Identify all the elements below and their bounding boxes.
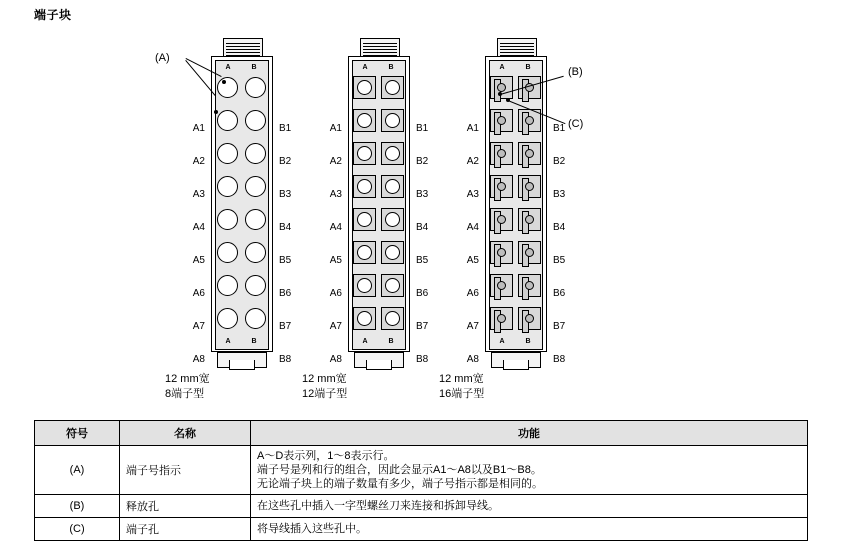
row-label-a8: A8	[329, 354, 342, 365]
hole-icon	[245, 275, 266, 296]
terminal-hole-b6[interactable]	[515, 239, 543, 267]
terminal-hole-a3[interactable]	[350, 140, 378, 168]
terminal-pad	[490, 241, 513, 264]
row-name-c: 端子孔	[120, 518, 251, 541]
terminal-pad	[353, 109, 376, 132]
terminal-pad	[353, 307, 376, 330]
terminal-row	[348, 171, 410, 203]
hole-icon	[525, 248, 534, 257]
terminal-pad	[490, 142, 513, 165]
terminal-pad	[490, 76, 513, 99]
row-label-a3: A3	[466, 189, 479, 200]
row-name-b: 释放孔	[120, 495, 251, 518]
terminal-hole-b3[interactable]	[241, 140, 269, 168]
hole-icon	[245, 143, 266, 164]
terminal-pad	[490, 274, 513, 297]
row-function-c	[251, 518, 808, 541]
terminal-row	[348, 237, 410, 269]
hole-icon	[385, 80, 400, 95]
terminal-row	[485, 303, 547, 335]
terminal-row	[348, 204, 410, 236]
row-label-b2: B2	[553, 156, 566, 167]
terminal-hole-b1[interactable]	[378, 74, 406, 102]
hole-icon	[385, 311, 400, 326]
terminal-pad	[518, 241, 541, 264]
terminal-block-body-12	[348, 38, 412, 368]
terminal-pad	[490, 109, 513, 132]
function-line: A～D表示列，1～8表示行。	[257, 450, 395, 462]
row-name-a: 端子号指示	[120, 446, 251, 495]
terminal-pad	[490, 208, 513, 231]
table-row	[35, 495, 808, 518]
terminal-row	[348, 303, 410, 335]
hole-icon	[217, 275, 238, 296]
terminal-row	[211, 270, 273, 302]
hole-icon	[497, 116, 506, 125]
column-header-b-8: B	[251, 64, 257, 71]
terminal-hole-b2[interactable]	[241, 107, 269, 135]
terminal-hole-a2[interactable]	[350, 107, 378, 135]
terminal-hole-a1[interactable]	[350, 74, 378, 102]
terminal-hole-b4[interactable]	[241, 173, 269, 201]
hole-icon	[525, 149, 534, 158]
row-label-b8: B8	[416, 354, 429, 365]
row-label-b7: B7	[553, 321, 566, 332]
terminal-hole-a5[interactable]	[350, 206, 378, 234]
row-label-a2: A2	[192, 156, 205, 167]
terminal-row	[348, 105, 410, 137]
terminal-hole-b4[interactable]	[378, 173, 406, 201]
row-label-a1: A1	[329, 123, 342, 134]
row-label-b4: B4	[416, 222, 429, 233]
hole-icon	[245, 308, 266, 329]
caption-type-8: 8端子型	[165, 388, 205, 400]
terminal-pad	[353, 241, 376, 264]
terminal-block-figure	[0, 24, 842, 404]
caption-type-16: 16端子型	[439, 388, 485, 400]
block-top-ribs-8	[226, 41, 260, 57]
row-label-a4: A4	[466, 222, 479, 233]
terminal-pad	[353, 274, 376, 297]
row-label-b6: B6	[279, 288, 292, 299]
terminal-hole-b5[interactable]	[378, 206, 406, 234]
terminal-row	[485, 72, 547, 104]
column-footer-b-16: B	[525, 338, 531, 345]
row-label-b1: B1	[416, 123, 429, 134]
row-label-b6: B6	[553, 288, 566, 299]
callout-label-c: (C)	[568, 118, 584, 130]
hole-icon	[245, 110, 266, 131]
hole-icon	[217, 242, 238, 263]
terminal-pad	[518, 208, 541, 231]
hole-icon	[357, 278, 372, 293]
terminal-row	[211, 204, 273, 236]
terminal-hole-a1[interactable]	[487, 74, 515, 102]
row-label-a5: A5	[192, 255, 205, 266]
row-label-b3: B3	[553, 189, 566, 200]
hole-icon	[357, 179, 372, 194]
row-symbol-c: (C)	[35, 518, 120, 541]
row-label-a7: A7	[329, 321, 342, 332]
hole-icon	[357, 245, 372, 260]
column-header-a-12: A	[362, 64, 368, 71]
row-label-a5: A5	[329, 255, 342, 266]
terminal-rows-8	[211, 72, 273, 342]
row-label-b1: B1	[553, 123, 566, 134]
terminal-row	[211, 237, 273, 269]
hole-icon	[357, 113, 372, 128]
terminal-pad	[518, 142, 541, 165]
hole-icon	[357, 146, 372, 161]
row-function-b	[251, 495, 808, 518]
row-label-b4: B4	[553, 222, 566, 233]
terminal-row	[485, 105, 547, 137]
terminal-hole-a6[interactable]	[213, 239, 241, 267]
block-top-ribs-16	[500, 41, 534, 57]
hole-icon	[497, 248, 506, 257]
terminal-row	[211, 105, 273, 137]
page-title: 端子块	[34, 8, 72, 22]
function-line: 端子号是列和行的组合，因此会显示A1～A8以及B1～B8。	[257, 464, 542, 476]
caption-width-8: 12 mm宽	[165, 373, 210, 385]
row-label-a5: A5	[466, 255, 479, 266]
callout-anchor-a-1	[222, 80, 226, 84]
terminal-hole-b2[interactable]	[515, 107, 543, 135]
row-label-a3: A3	[329, 189, 342, 200]
terminal-row	[485, 270, 547, 302]
hole-icon	[525, 314, 534, 323]
terminal-hole-b2[interactable]	[378, 107, 406, 135]
block-top-ribs-12	[363, 41, 397, 57]
column-footer-a-8: A	[225, 338, 231, 345]
table-row	[35, 518, 808, 541]
row-label-b6: B6	[416, 288, 429, 299]
terminal-pad	[490, 307, 513, 330]
terminal-pad	[381, 175, 404, 198]
hole-icon	[385, 146, 400, 161]
hole-icon	[217, 209, 238, 230]
row-label-a2: A2	[329, 156, 342, 167]
terminal-hole-b7[interactable]	[241, 272, 269, 300]
terminal-hole-b7[interactable]	[515, 272, 543, 300]
terminal-rows-12	[348, 72, 410, 342]
terminal-row	[348, 72, 410, 104]
hole-icon	[497, 149, 506, 158]
row-function-a	[251, 446, 808, 495]
hole-icon	[357, 80, 372, 95]
terminal-hole-a5[interactable]	[213, 206, 241, 234]
terminal-row	[348, 270, 410, 302]
hole-icon	[385, 212, 400, 227]
terminal-pad	[518, 307, 541, 330]
terminal-hole-a3[interactable]	[213, 140, 241, 168]
terminal-hole-b6[interactable]	[378, 239, 406, 267]
row-label-b7: B7	[279, 321, 292, 332]
row-label-a2: A2	[466, 156, 479, 167]
terminal-row	[485, 138, 547, 170]
row-label-b8: B8	[553, 354, 566, 365]
terminal-hole-a3[interactable]	[487, 140, 515, 168]
terminal-pad	[381, 307, 404, 330]
row-label-a7: A7	[466, 321, 479, 332]
hole-icon	[385, 245, 400, 260]
terminal-pad	[353, 142, 376, 165]
hole-icon	[217, 308, 238, 329]
row-label-a1: A1	[466, 123, 479, 134]
row-label-a6: A6	[329, 288, 342, 299]
terminal-hole-b3[interactable]	[378, 140, 406, 168]
terminal-pad	[518, 274, 541, 297]
hole-icon	[357, 311, 372, 326]
hole-icon	[385, 179, 400, 194]
column-header-a-16: A	[499, 64, 505, 71]
hole-icon	[245, 77, 266, 98]
header-name: 名称	[120, 421, 251, 446]
terminal-hole-a1[interactable]	[213, 74, 241, 102]
terminal-pad	[381, 208, 404, 231]
terminal-row	[211, 171, 273, 203]
row-label-a3: A3	[192, 189, 205, 200]
caption-width-12: 12 mm宽	[302, 373, 347, 385]
hole-icon	[245, 242, 266, 263]
row-symbol-a: (A)	[35, 446, 120, 495]
column-header-b-12: B	[388, 64, 394, 71]
hole-icon	[217, 110, 238, 131]
terminal-hole-a6[interactable]	[487, 239, 515, 267]
terminal-pad	[353, 208, 376, 231]
terminal-hole-b1[interactable]	[241, 74, 269, 102]
row-label-a8: A8	[466, 354, 479, 365]
row-label-b5: B5	[553, 255, 566, 266]
terminal-row	[485, 204, 547, 236]
terminal-hole-a8[interactable]	[213, 305, 241, 333]
terminal-block-body-8	[211, 38, 275, 368]
terminal-pad	[381, 109, 404, 132]
row-label-a6: A6	[192, 288, 205, 299]
function-line: 在这些孔中插入一字型螺丝刀来连接和拆卸导线。	[257, 500, 499, 512]
hole-icon	[385, 278, 400, 293]
terminal-hole-a6[interactable]	[350, 239, 378, 267]
row-label-b3: B3	[279, 189, 292, 200]
hole-icon	[357, 212, 372, 227]
row-label-b4: B4	[279, 222, 292, 233]
row-label-b3: B3	[416, 189, 429, 200]
function-line: 无论端子块上的端子数量有多少，端子号指示都是相同的。	[257, 478, 543, 490]
terminal-hole-a7[interactable]	[487, 272, 515, 300]
block-foot-8	[229, 360, 255, 370]
column-footer-a-16: A	[499, 338, 505, 345]
legend-table	[34, 420, 808, 541]
callout-anchor-c	[506, 98, 510, 102]
terminal-pad	[353, 175, 376, 198]
row-label-a7: A7	[192, 321, 205, 332]
callout-anchor-a-2	[214, 110, 218, 114]
hole-icon	[217, 176, 238, 197]
terminal-hole-b4[interactable]	[515, 173, 543, 201]
terminal-hole-b3[interactable]	[515, 140, 543, 168]
terminal-row	[485, 237, 547, 269]
row-symbol-b: (B)	[35, 495, 120, 518]
terminal-row	[348, 138, 410, 170]
hole-icon	[525, 215, 534, 224]
header-symbol: 符号	[35, 421, 120, 446]
hole-icon	[525, 182, 534, 191]
terminal-row	[211, 138, 273, 170]
hole-icon	[497, 83, 506, 92]
row-label-a8: A8	[192, 354, 205, 365]
row-label-b7: B7	[416, 321, 429, 332]
hole-icon	[497, 281, 506, 290]
hole-icon	[245, 209, 266, 230]
row-label-b2: B2	[416, 156, 429, 167]
hole-icon	[217, 143, 238, 164]
terminal-pad	[490, 175, 513, 198]
terminal-pad	[518, 175, 541, 198]
row-label-b8: B8	[279, 354, 292, 365]
column-header-a-8: A	[225, 64, 231, 71]
terminal-hole-a4[interactable]	[487, 173, 515, 201]
terminal-hole-b5[interactable]	[241, 206, 269, 234]
callout-label-b: (B)	[568, 66, 583, 78]
hole-icon	[497, 215, 506, 224]
hole-icon	[217, 77, 238, 98]
caption-width-16: 12 mm宽	[439, 373, 484, 385]
unit-caption-16	[439, 372, 609, 402]
callout-label-a: (A)	[155, 52, 170, 64]
terminal-hole-b8[interactable]	[515, 305, 543, 333]
row-label-a6: A6	[466, 288, 479, 299]
terminal-hole-b8[interactable]	[241, 305, 269, 333]
terminal-hole-a4[interactable]	[213, 173, 241, 201]
terminal-row	[211, 303, 273, 335]
terminal-hole-a4[interactable]	[350, 173, 378, 201]
row-label-b1: B1	[279, 123, 292, 134]
terminal-pad	[381, 142, 404, 165]
terminal-hole-a5[interactable]	[487, 206, 515, 234]
table-header-row	[35, 421, 808, 446]
terminal-hole-a2[interactable]	[487, 107, 515, 135]
caption-type-12: 12端子型	[302, 388, 348, 400]
row-label-a4: A4	[192, 222, 205, 233]
terminal-hole-a8[interactable]	[350, 305, 378, 333]
hole-icon	[385, 113, 400, 128]
row-label-b5: B5	[416, 255, 429, 266]
terminal-hole-b5[interactable]	[515, 206, 543, 234]
terminal-hole-b7[interactable]	[378, 272, 406, 300]
column-header-b-16: B	[525, 64, 531, 71]
row-label-b2: B2	[279, 156, 292, 167]
table-row	[35, 446, 808, 495]
hole-icon	[245, 176, 266, 197]
header-function: 功能	[251, 421, 808, 446]
hole-icon	[497, 314, 506, 323]
callout-anchor-b	[498, 92, 502, 96]
column-footer-b-8: B	[251, 338, 257, 345]
row-label-b5: B5	[279, 255, 292, 266]
terminal-hole-b6[interactable]	[241, 239, 269, 267]
terminal-block-body-16	[485, 38, 549, 368]
terminal-row	[485, 171, 547, 203]
terminal-pad	[381, 76, 404, 99]
row-label-a4: A4	[329, 222, 342, 233]
terminal-hole-a8[interactable]	[487, 305, 515, 333]
terminal-pad	[381, 241, 404, 264]
column-footer-b-12: B	[388, 338, 394, 345]
terminal-unit-16	[419, 24, 619, 404]
hole-icon	[525, 281, 534, 290]
hole-icon	[497, 182, 506, 191]
terminal-hole-b8[interactable]	[378, 305, 406, 333]
terminal-pad	[381, 274, 404, 297]
hole-icon	[525, 116, 534, 125]
function-line: 将导线插入这些孔中。	[257, 523, 367, 535]
terminal-hole-a7[interactable]	[350, 272, 378, 300]
block-foot-12	[366, 360, 392, 370]
terminal-hole-a7[interactable]	[213, 272, 241, 300]
row-label-a1: A1	[192, 123, 205, 134]
block-foot-16	[503, 360, 529, 370]
terminal-pad	[353, 76, 376, 99]
column-footer-a-12: A	[362, 338, 368, 345]
